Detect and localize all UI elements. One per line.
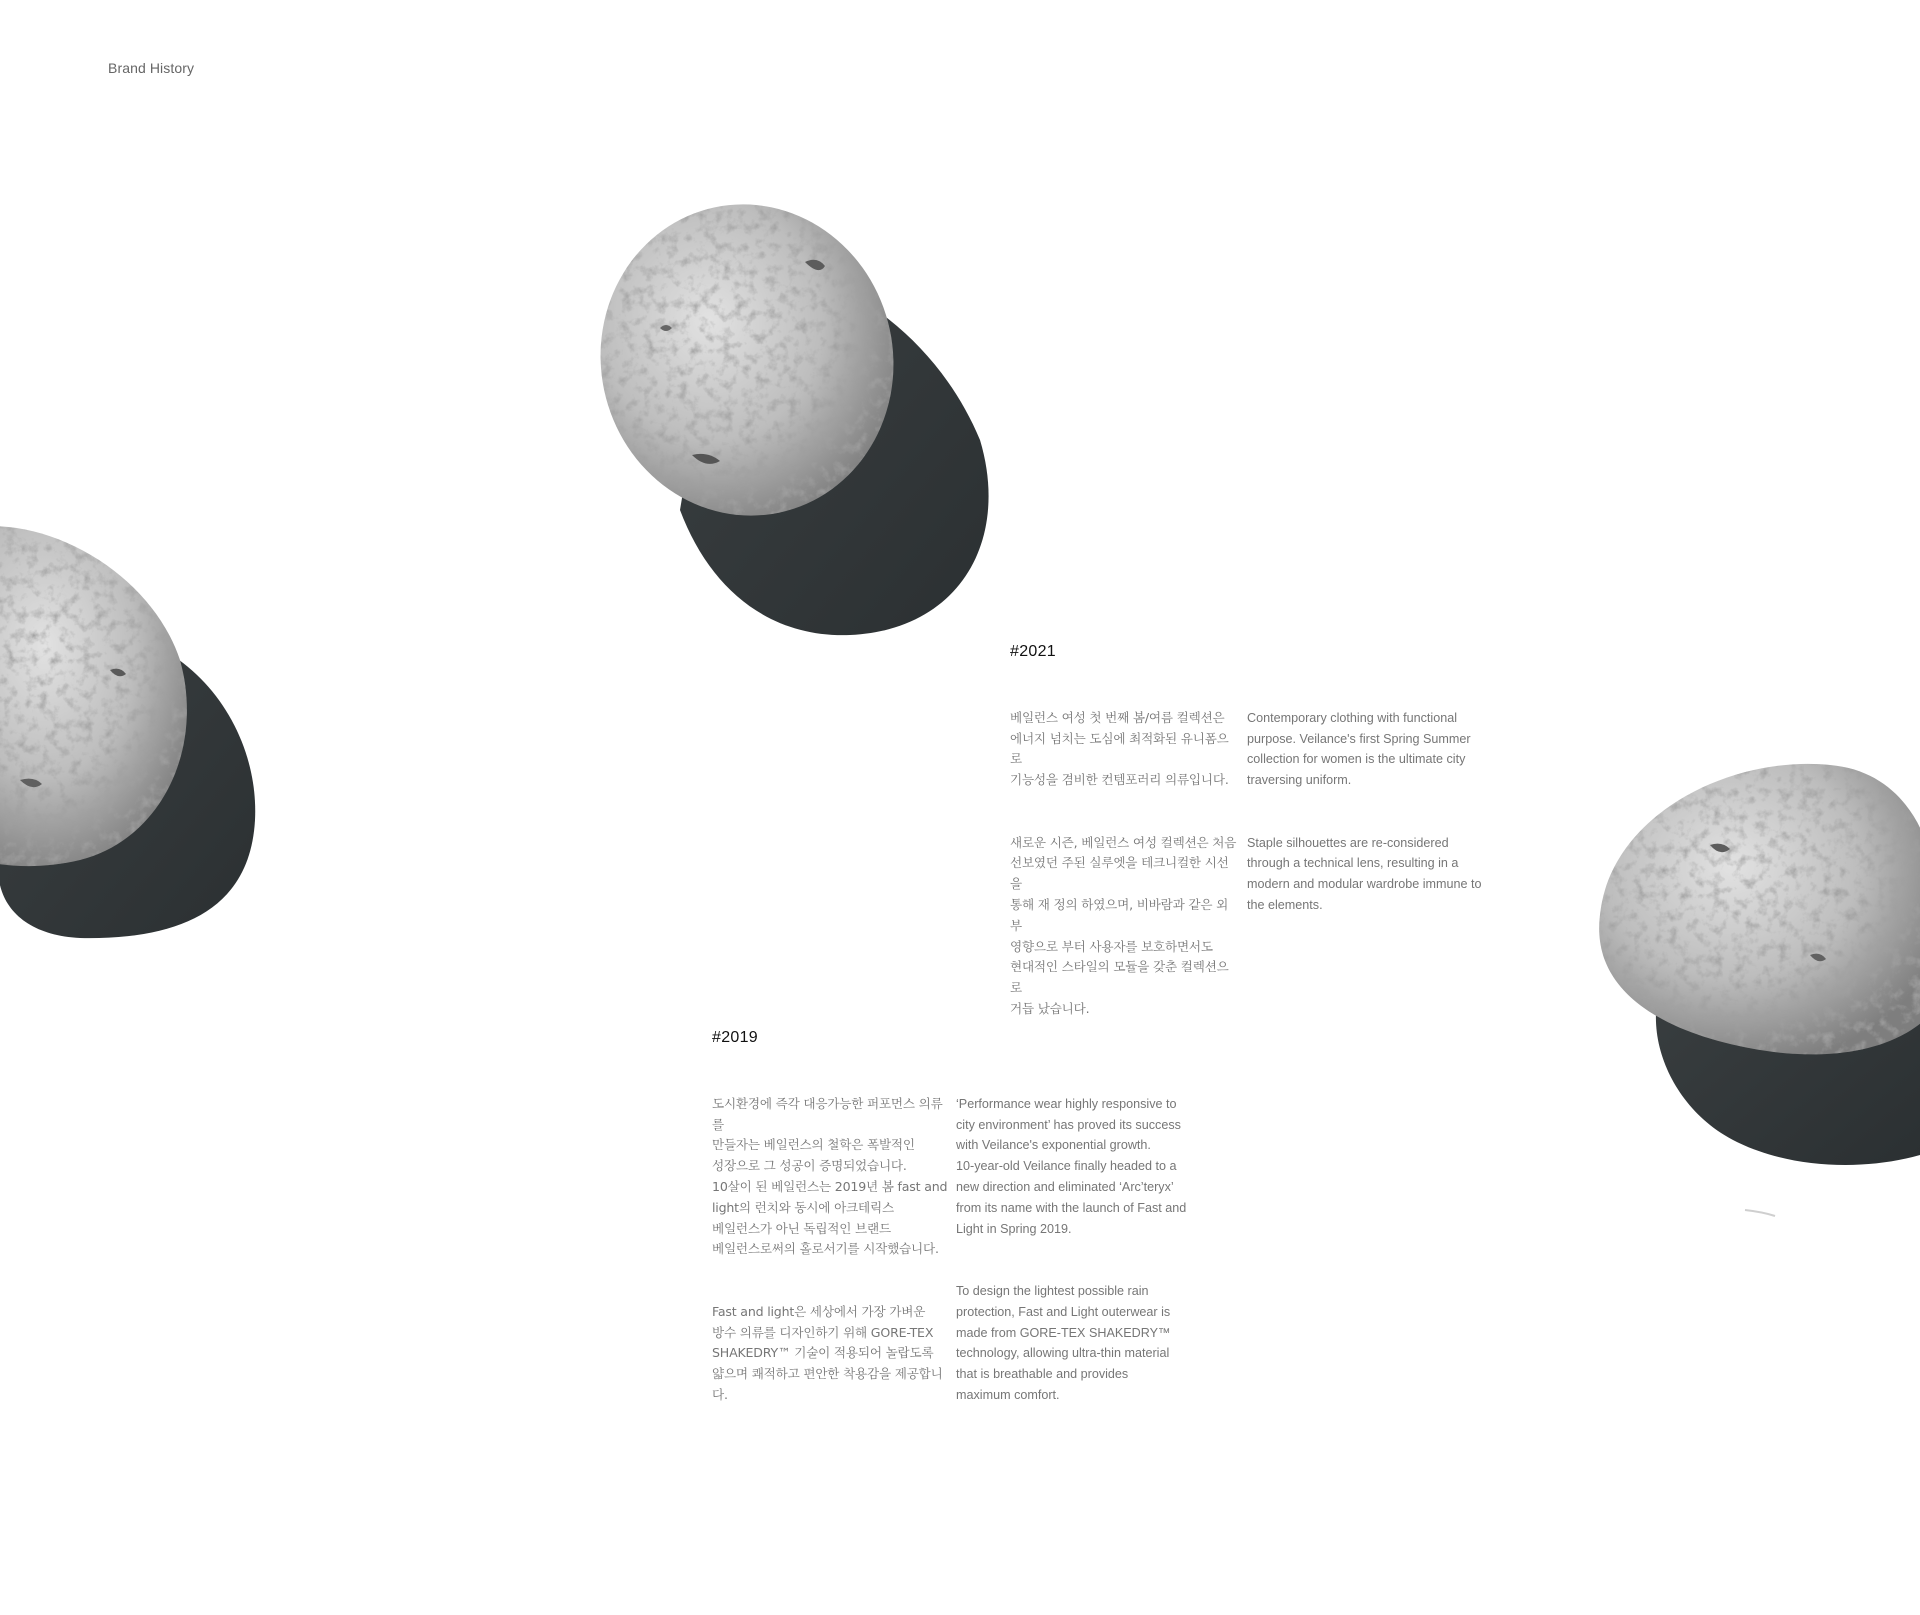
korean-paragraph: Fast and light은 세상에서 가장 가벼운 방수 의류를 디자인하기 위해 GORE-TEX SHAKEDRY™ 기술이 적용되어 놀랍도록 얇으며 쾌적하고 편안한 착용감을 제공합니다. [712, 1303, 943, 1402]
english-paragraph: ‘Performance wear highly responsive to city environment’ has proved its success with Veilance's exponential growth. 10-year-old Veilance finally headed to a new direction and eliminated ‘Arc’teryx’ from its name with the launch of Fast and Light in Spring 2019. [956, 1096, 1187, 1236]
stone-image-right [1590, 755, 1920, 1235]
korean-paragraph: 베일런스 여성 첫 번째 봄/여름 컬렉션은 에너지 넘치는 도심에 최적화된 유니폼으로 기능성을 겸비한 컨템포러리 의류입니다. [1010, 709, 1229, 788]
english-paragraph: Contemporary clothing with functional purpose. Veilance's first Spring Summer collection for women is the ultimate city traversing uniform. [1247, 710, 1471, 788]
korean-description [712, 1073, 952, 1447]
year-heading: #2019 [712, 1029, 758, 1046]
korean-paragraph: 새로운 시즌, 베일런스 여성 컬렉션은 처음 선보였던 주된 실루엣을 테크니컬한 시선을 통해 재 정의 하였으며, 비바람과 같은 외부 영향으로 부터 사용자를 보호하면서도 현대적인 스타일의 모듈을 갖춘 컬렉션으로 거듭 났습니다. [1010, 834, 1237, 1016]
stone-image-left [0, 520, 280, 950]
english-paragraph: To design the lightest possible rain protection, Fast and Light outerwear is made from GORE-TEX SHAKEDRY™ technology, allowing ultra-thin material that is breathable and provides maximum comfort. [956, 1283, 1171, 1402]
english-paragraph: Staple silhouettes are re-considered through a technical lens, resulting in a modern and modular wardrobe immune to the elements. [1247, 835, 1482, 912]
brand-history-label: Brand History [108, 60, 195, 76]
english-description [1247, 687, 1517, 957]
english-description [956, 1073, 1226, 1447]
year-heading: #2021 [1010, 643, 1056, 660]
korean-paragraph: 도시환경에 즉각 대응가능한 퍼포먼스 의류를 만들자는 베일런스의 철학은 폭발적인 성장으로 그 성공이 증명되었습니다. 10살이 된 베일런스는 2019년 봄 fast and light의 런치와 동시에 아크테릭스 베일런스가 아닌 독립적인 브랜드 베일런스로써의 홀로서기를 시작했습니다. [712, 1095, 948, 1257]
history-entry-2021 [1010, 643, 1482, 1016]
history-entry-2019 [712, 1029, 1187, 1402]
stone-image-top [600, 210, 990, 640]
korean-description [1010, 687, 1240, 1061]
